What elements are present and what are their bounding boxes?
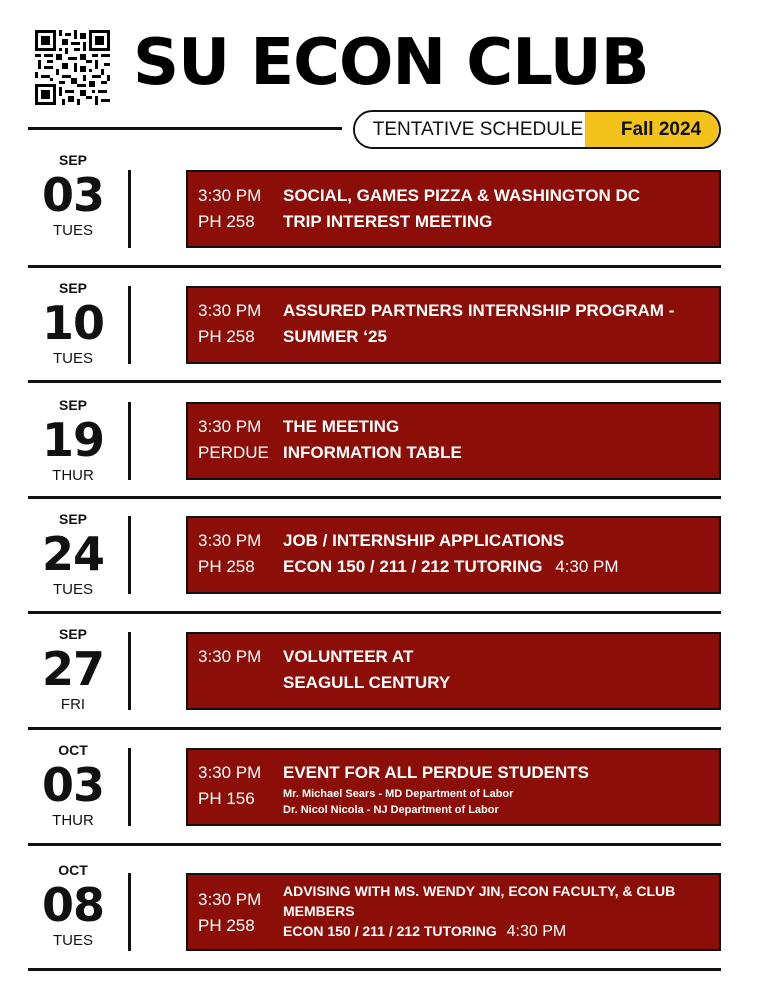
event-date	[28, 278, 118, 370]
event-title-line1: EVENT FOR ALL PERDUE STUDENTS	[283, 763, 590, 782]
row-divider	[28, 727, 721, 730]
event-title-line2: ECON 150 / 211 / 212 TUTORING	[283, 923, 497, 939]
event-title-line2: INFORMATION TABLE	[283, 443, 462, 462]
term-label: Fall 2024	[585, 112, 719, 147]
event-secondary-time: 4:30 PM	[506, 923, 567, 940]
event-title-line2: SEAGULL CENTURY	[283, 673, 451, 692]
event-location: PH 258	[198, 212, 255, 231]
event-day: 03	[41, 758, 104, 812]
event-month: SEP	[58, 626, 87, 642]
event-location: PERDUE	[198, 443, 269, 462]
event-month: SEP	[58, 397, 87, 413]
event-day: 19	[41, 413, 104, 467]
event-time: 3:30 PM	[198, 417, 262, 436]
event-card	[186, 873, 721, 951]
event-time: 3:30 PM	[198, 186, 262, 205]
qr-code	[35, 30, 110, 105]
event-weekday: FRI	[60, 696, 86, 713]
event-time: 3:30 PM	[198, 763, 262, 782]
row-divider	[28, 496, 721, 499]
event-card	[186, 748, 721, 826]
event-day: 08	[41, 878, 104, 932]
event-weekday: TUES	[52, 222, 93, 239]
event-day: 24	[41, 527, 104, 581]
event-title-line1: JOB / INTERNSHIP APPLICATIONS	[283, 531, 565, 550]
event-weekday: THUR	[52, 467, 94, 484]
row-divider	[28, 968, 721, 971]
event-location: PH 156	[198, 789, 255, 808]
schedule-badge	[353, 110, 721, 149]
event-day: 27	[41, 642, 104, 696]
date-divider	[128, 286, 131, 364]
event-card	[186, 402, 721, 480]
event-title-line2: SUMMER ‘25	[283, 327, 387, 346]
event-date	[28, 860, 118, 952]
event-month: SEP	[58, 152, 87, 168]
event-card	[186, 516, 721, 594]
event-secondary-time: 4:30 PM	[555, 557, 619, 576]
schedule-label: TENTATIVE SCHEDULE	[355, 112, 603, 147]
event-speaker: Mr. Michael Sears - MD Department of Labor	[283, 788, 514, 800]
header-divider	[28, 127, 342, 130]
event-title-line1: VOLUNTEER AT	[283, 647, 414, 666]
event-date	[28, 509, 118, 601]
event-day: 10	[41, 296, 104, 350]
event-location: PH 258	[198, 327, 255, 346]
event-location: PH 258	[198, 557, 255, 576]
event-title-line1: ASSURED PARTNERS INTERNSHIP PROGRAM -	[283, 301, 675, 320]
date-divider	[128, 516, 131, 594]
event-title-line1: THE MEETING	[283, 417, 400, 436]
event-month: SEP	[58, 511, 87, 527]
row-divider	[28, 843, 721, 846]
event-date	[28, 624, 118, 716]
event-weekday: TUES	[52, 581, 93, 598]
event-speaker: Dr. Nicol Nicola - NJ Department of Labor	[283, 804, 499, 816]
event-date	[28, 740, 118, 832]
event-month: OCT	[58, 742, 88, 758]
page-title: SU ECON CLUB	[133, 26, 649, 100]
row-divider	[28, 380, 721, 383]
event-title-line1: ADVISING WITH MS. WENDY JIN, ECON FACULTY, & CLUB	[283, 883, 676, 899]
date-divider	[128, 873, 131, 951]
date-divider	[128, 748, 131, 826]
event-time: 3:30 PM	[198, 531, 262, 550]
event-time: 3:30 PM	[198, 301, 262, 320]
event-weekday: TUES	[52, 932, 93, 949]
event-time: 3:30 PM	[198, 647, 262, 666]
row-divider	[28, 265, 721, 268]
event-title-line2: TRIP INTEREST MEETING	[283, 212, 493, 231]
event-date	[28, 150, 118, 242]
event-date	[28, 395, 118, 487]
event-card	[186, 632, 721, 710]
event-card	[186, 170, 721, 248]
event-weekday: THUR	[52, 812, 94, 829]
event-title-line2: ECON 150 / 211 / 212 TUTORING	[283, 557, 543, 576]
event-month: SEP	[58, 280, 87, 296]
event-card	[186, 286, 721, 364]
event-location: PH 258	[198, 916, 255, 935]
date-divider	[128, 402, 131, 480]
event-title-line1b: MEMBERS	[283, 903, 355, 919]
row-divider	[28, 611, 721, 614]
event-weekday: TUES	[52, 350, 93, 367]
date-divider	[128, 170, 131, 248]
date-divider	[128, 632, 131, 710]
event-title-line1: SOCIAL, GAMES PIZZA & WASHINGTON DC	[283, 186, 641, 205]
event-day: 03	[41, 168, 104, 222]
event-time: 3:30 PM	[198, 890, 262, 909]
event-month: OCT	[58, 862, 88, 878]
